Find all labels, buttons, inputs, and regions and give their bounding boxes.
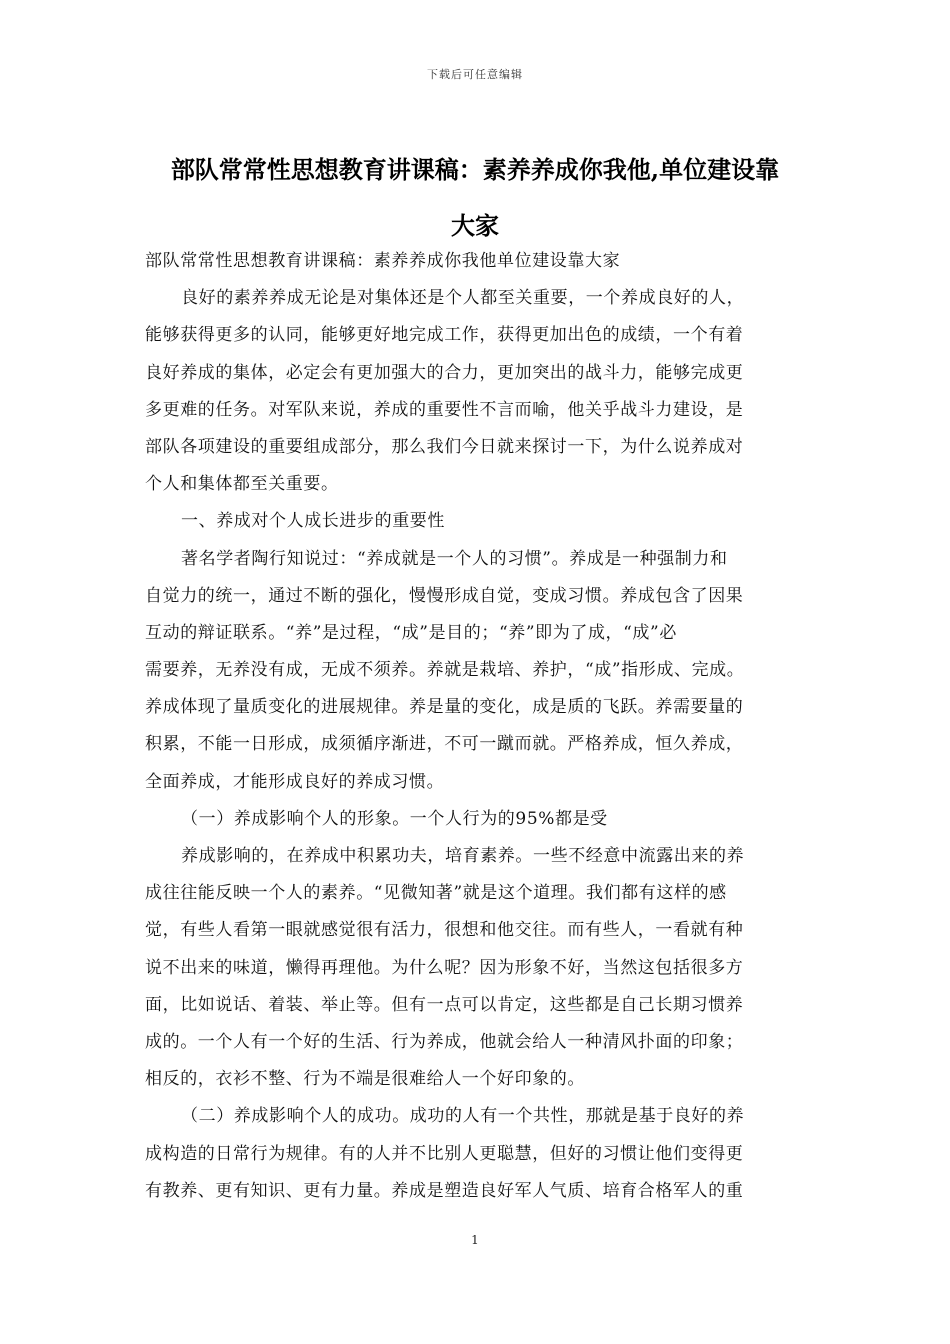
paragraph-line: 良好的素养养成无论是对集体还是个人都至关重要，一个养成良好的人， <box>181 288 745 309</box>
paragraph-line: 养成体现了量质变化的进展规律。养是量的变化，成是质的飞跃。养需要量的 <box>145 697 744 718</box>
paragraph-line: 有教养、更有知识、更有力量。养成是塑造良好军人气质、培育合格军人的重 <box>145 1180 744 1201</box>
header-note: 下载后可任意编辑 <box>427 68 523 81</box>
paragraph-line: 面，比如说话、着装、举止等。但有一点可以肯定，这些都是自己长期习惯养 <box>145 994 744 1015</box>
subsection-heading: （一）养成影响个人的形象。一个人行为的95%都是受 <box>181 808 608 829</box>
paragraph-line: 成的。一个人有一个好的生活、行为养成，他就会给人一种清风扑面的印象； <box>145 1031 744 1052</box>
paragraph-line: 积累，不能一日形成，成须循序渐进，不可一蹴而就。严格养成，恒久养成， <box>145 734 744 755</box>
paragraph-line: 说不出来的味道，懒得再理他。为什么呢？因为形象不好，当然这包括很多方 <box>145 957 744 978</box>
section-heading: 一、养成对个人成长进步的重要性 <box>181 511 445 532</box>
paragraph-line: 自觉力的统一，通过不断的强化，慢慢形成自觉，变成习惯。养成包含了因果 <box>145 585 744 606</box>
paragraph-line: 需要养，无养没有成，无成不须养。养就是栽培、养护，“成”指形成、完成。 <box>145 660 745 681</box>
title-line-2: 大家 <box>451 211 499 240</box>
document-title <box>120 142 830 254</box>
document-body <box>145 243 815 1210</box>
paragraph-line: 全面养成，才能形成良好的养成习惯。 <box>145 771 445 792</box>
page-number: 1 <box>471 1233 479 1247</box>
paragraph-line: 觉，有些人看第一眼就感觉很有活力，很想和他交往。而有些人，一看就有种 <box>145 920 744 941</box>
paragraph-line: 能够获得更多的认同，能够更好地完成工作，获得更加出色的成绩，一个有着 <box>145 325 744 346</box>
paragraph-line: 良好养成的集体，必定会有更加强大的合力，更加突出的战斗力，能够完成更 <box>145 362 744 383</box>
title-line-1: 部队常常性思想教育讲课稿：素养养成你我他,单位建设靠 <box>170 155 780 184</box>
paragraph-line: 互动的辩证联系。“养”是过程，“成”是目的；“养”即为了成，“成”必 <box>145 622 677 643</box>
paragraph-line: 成构造的日常行为规律。有的人并不比别人更聪慧，但好的习惯让他们变得更 <box>145 1143 744 1164</box>
paragraph-line: 养成影响的，在养成中积累功夫，培育素养。一些不经意中流露出来的养 <box>181 846 745 866</box>
paragraph-line: 著名学者陶行知说过：“养成就是一个人的习惯”。养成是一种强制力和 <box>181 548 728 569</box>
paragraph-line: 个人和集体都至关重要。 <box>145 474 339 495</box>
paragraph-line: 部队各项建设的重要组成部分，那么我们今日就来探讨一下，为什么说养成对 <box>145 436 744 457</box>
paragraph-line: 成往往能反映一个人的素养。“见微知著”就是这个道理。我们都有这样的感 <box>145 883 727 904</box>
paragraph-line: 相反的，衣衫不整、行为不端是很难给人一个好印象的。 <box>145 1069 585 1090</box>
subsection-heading: （二）养成影响个人的成功。成功的人有一个共性，那就是基于良好的养 <box>181 1106 745 1127</box>
subtitle-line: 部队常常性思想教育讲课稿：素养养成你我他单位建设靠大家 <box>145 251 621 271</box>
paragraph-line: 多更难的任务。对军队来说，养成的重要性不言而喻，他关乎战斗力建设，是 <box>145 399 744 420</box>
